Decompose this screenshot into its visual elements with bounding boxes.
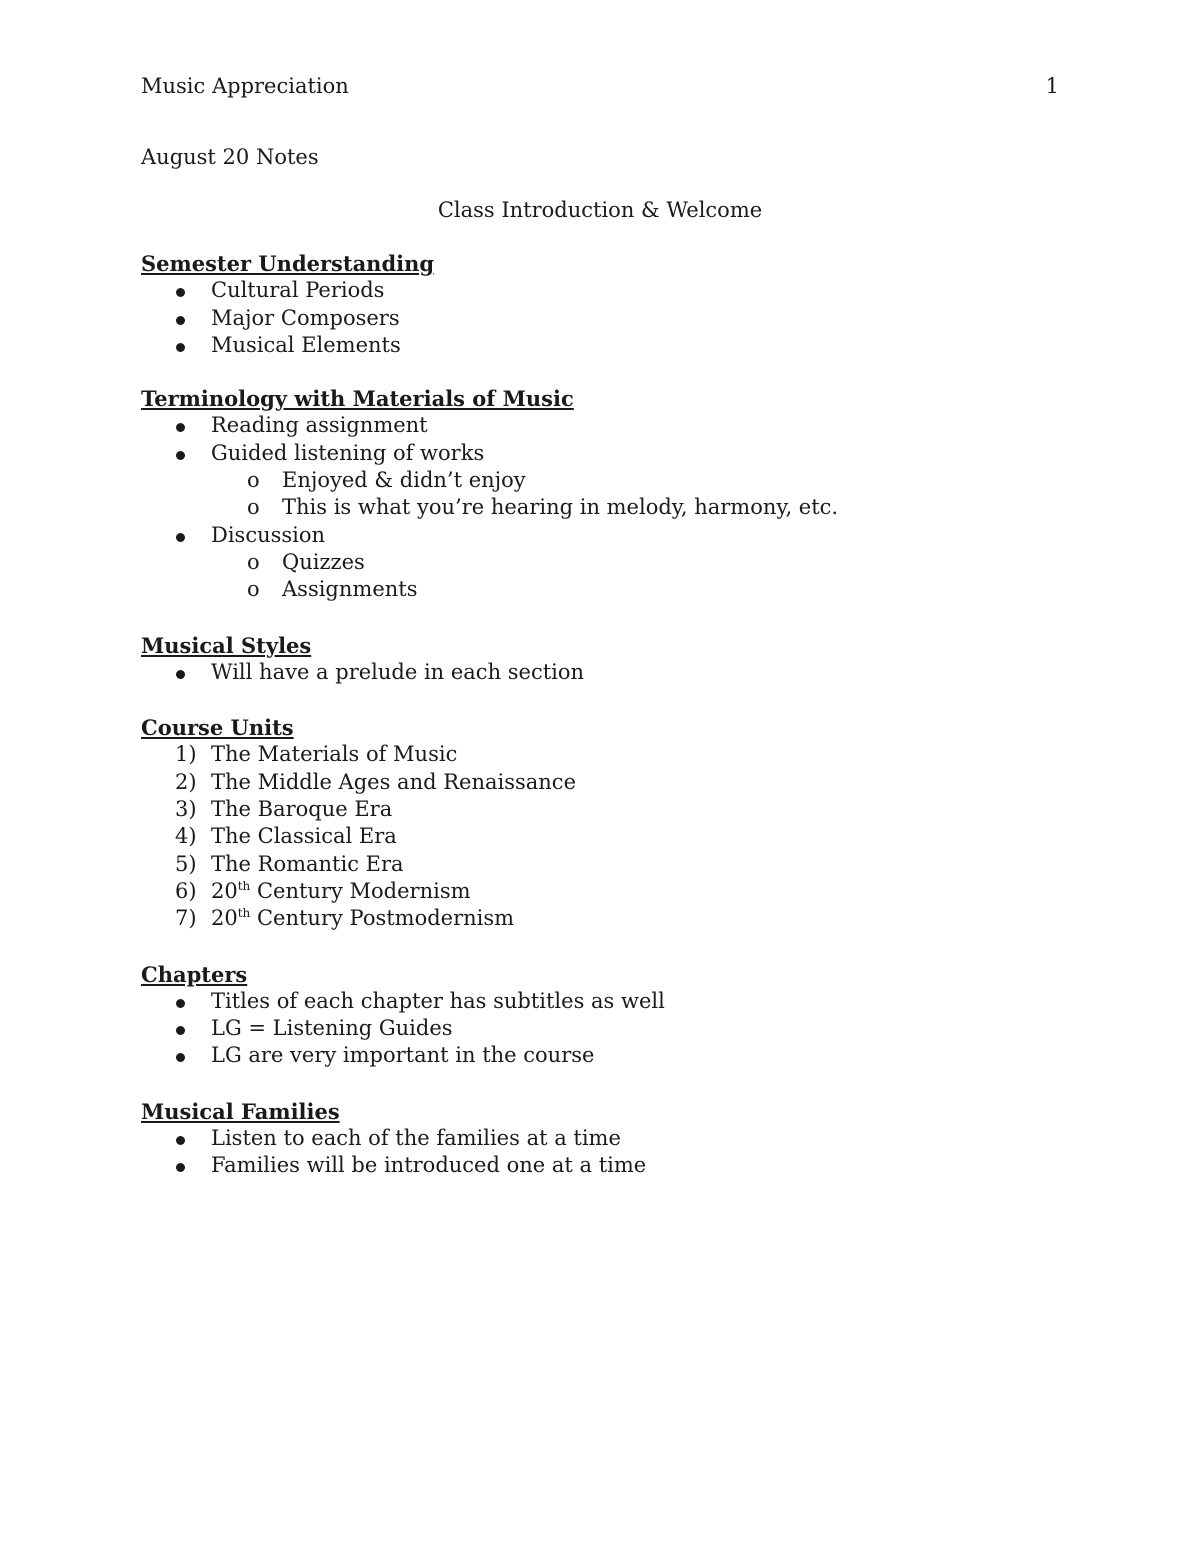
list-item (141, 1015, 1081, 1042)
list-item (141, 988, 1081, 1015)
sub-list-item (141, 576, 1081, 603)
list-item-text: The Classical Era (211, 824, 397, 849)
bullet-icon (176, 1053, 185, 1062)
bullet-icon (176, 316, 185, 325)
bullet-icon (176, 999, 185, 1008)
sub-bullet-list (141, 549, 1081, 604)
list-item-text: Musical Elements (211, 332, 401, 357)
bullet-list (141, 988, 1081, 1070)
list-item-text: Guided listening of works (211, 440, 485, 465)
bullet-list (141, 277, 1081, 359)
bullet-list (141, 522, 1081, 549)
section-heading: Musical Styles (141, 632, 312, 658)
list-item (141, 332, 1081, 359)
list-number: 4) (175, 824, 197, 849)
sub-list-item (141, 467, 1081, 494)
ordinal-number: 20 (211, 878, 238, 903)
circle-bullet-icon: o (247, 549, 260, 574)
list-item-text: The Middle Ages and Renaissance (211, 769, 576, 794)
list-item (141, 659, 1081, 686)
list-item-text: Reading assignment (211, 413, 428, 438)
document-title: Class Introduction & Welcome (437, 198, 763, 222)
header-title: Music Appreciation (141, 74, 349, 98)
sub-list-item (141, 494, 1081, 521)
list-item-text: Families will be introduced one at a time (211, 1153, 647, 1178)
section-heading: Semester Understanding (141, 251, 435, 276)
list-item (141, 741, 1081, 768)
list-item (141, 277, 1081, 304)
section-musical-styles (141, 632, 1081, 687)
bullet-icon (176, 423, 185, 432)
sub-list-item-text: Assignments (282, 577, 418, 602)
ordinal-suffix: th (237, 906, 251, 921)
bullet-icon (176, 451, 185, 460)
list-item (141, 412, 1081, 439)
bullet-icon (176, 533, 185, 542)
list-item (141, 905, 1081, 932)
list-item (141, 1042, 1081, 1069)
list-item-text: Cultural Periods (211, 278, 385, 303)
list-number: 5) (175, 851, 197, 876)
list-item (141, 796, 1081, 823)
section-heading: Chapters (141, 961, 248, 987)
bullet-list (141, 412, 1081, 467)
bullet-icon (176, 1136, 185, 1145)
sub-list-item-text: This is what you’re hearing in melody, harmony, etc. (282, 495, 839, 520)
list-item-text: Discussion (211, 522, 326, 547)
list-item-text: The Romantic Era (211, 851, 404, 876)
ordinal-suffix: th (237, 878, 251, 893)
section-course-units (141, 714, 1081, 932)
list-item-text: Century Postmodernism (250, 906, 515, 931)
notes-body (141, 250, 1081, 1206)
list-item (141, 823, 1081, 850)
bullet-icon (176, 1026, 185, 1035)
list-item-text: Titles of each chapter has subtitles as well (211, 988, 665, 1013)
bullet-icon (176, 1163, 185, 1172)
list-number: 7) (175, 906, 197, 931)
list-item-text: The Materials of Music (211, 742, 458, 767)
bullet-icon (176, 288, 185, 297)
bullet-icon (176, 343, 185, 352)
sub-list-item-text: Quizzes (282, 549, 365, 574)
list-item-text: LG = Listening Guides (211, 1016, 453, 1041)
list-item-text: Listen to each of the families at a time (211, 1126, 621, 1151)
list-item-text: Will have a prelude in each section (211, 659, 585, 684)
list-number: 1) (175, 742, 197, 767)
list-number: 6) (175, 878, 197, 903)
list-item (141, 522, 1081, 549)
bullet-icon (176, 670, 185, 679)
list-number: 3) (175, 797, 197, 822)
sub-list-item-text: Enjoyed & didn’t enjoy (282, 468, 526, 493)
page-header (141, 72, 1059, 102)
list-item (141, 305, 1081, 332)
list-item-text: Century Modernism (250, 878, 471, 903)
list-item (141, 851, 1081, 878)
ordinal-number: 20 (211, 906, 238, 931)
section-musical-families (141, 1098, 1081, 1180)
section-terminology (141, 385, 1081, 603)
sub-bullet-list (141, 467, 1081, 522)
page-number: 1 (1045, 74, 1059, 98)
bullet-list (141, 659, 1081, 686)
list-item-text: LG are very important in the course (211, 1043, 595, 1068)
circle-bullet-icon: o (247, 495, 260, 520)
list-item (141, 1152, 1081, 1179)
list-item (141, 878, 1081, 905)
bullet-list (141, 1125, 1081, 1180)
sub-list-item (141, 549, 1081, 576)
section-heading: Terminology with Materials of Music (141, 386, 574, 412)
list-item-text: The Baroque Era (211, 797, 393, 822)
section-heading: Course Units (141, 715, 294, 741)
section-chapters (141, 961, 1081, 1070)
list-item (141, 769, 1081, 796)
numbered-list (141, 741, 1081, 932)
list-number: 2) (175, 769, 197, 794)
circle-bullet-icon: o (247, 577, 260, 602)
list-item-text: Major Composers (211, 305, 400, 330)
section-semester-understanding (141, 250, 1081, 359)
list-item (141, 1125, 1081, 1152)
date-line: August 20 Notes (141, 145, 319, 169)
circle-bullet-icon: o (247, 468, 260, 493)
section-heading: Musical Families (141, 1098, 340, 1124)
list-item (141, 440, 1081, 467)
